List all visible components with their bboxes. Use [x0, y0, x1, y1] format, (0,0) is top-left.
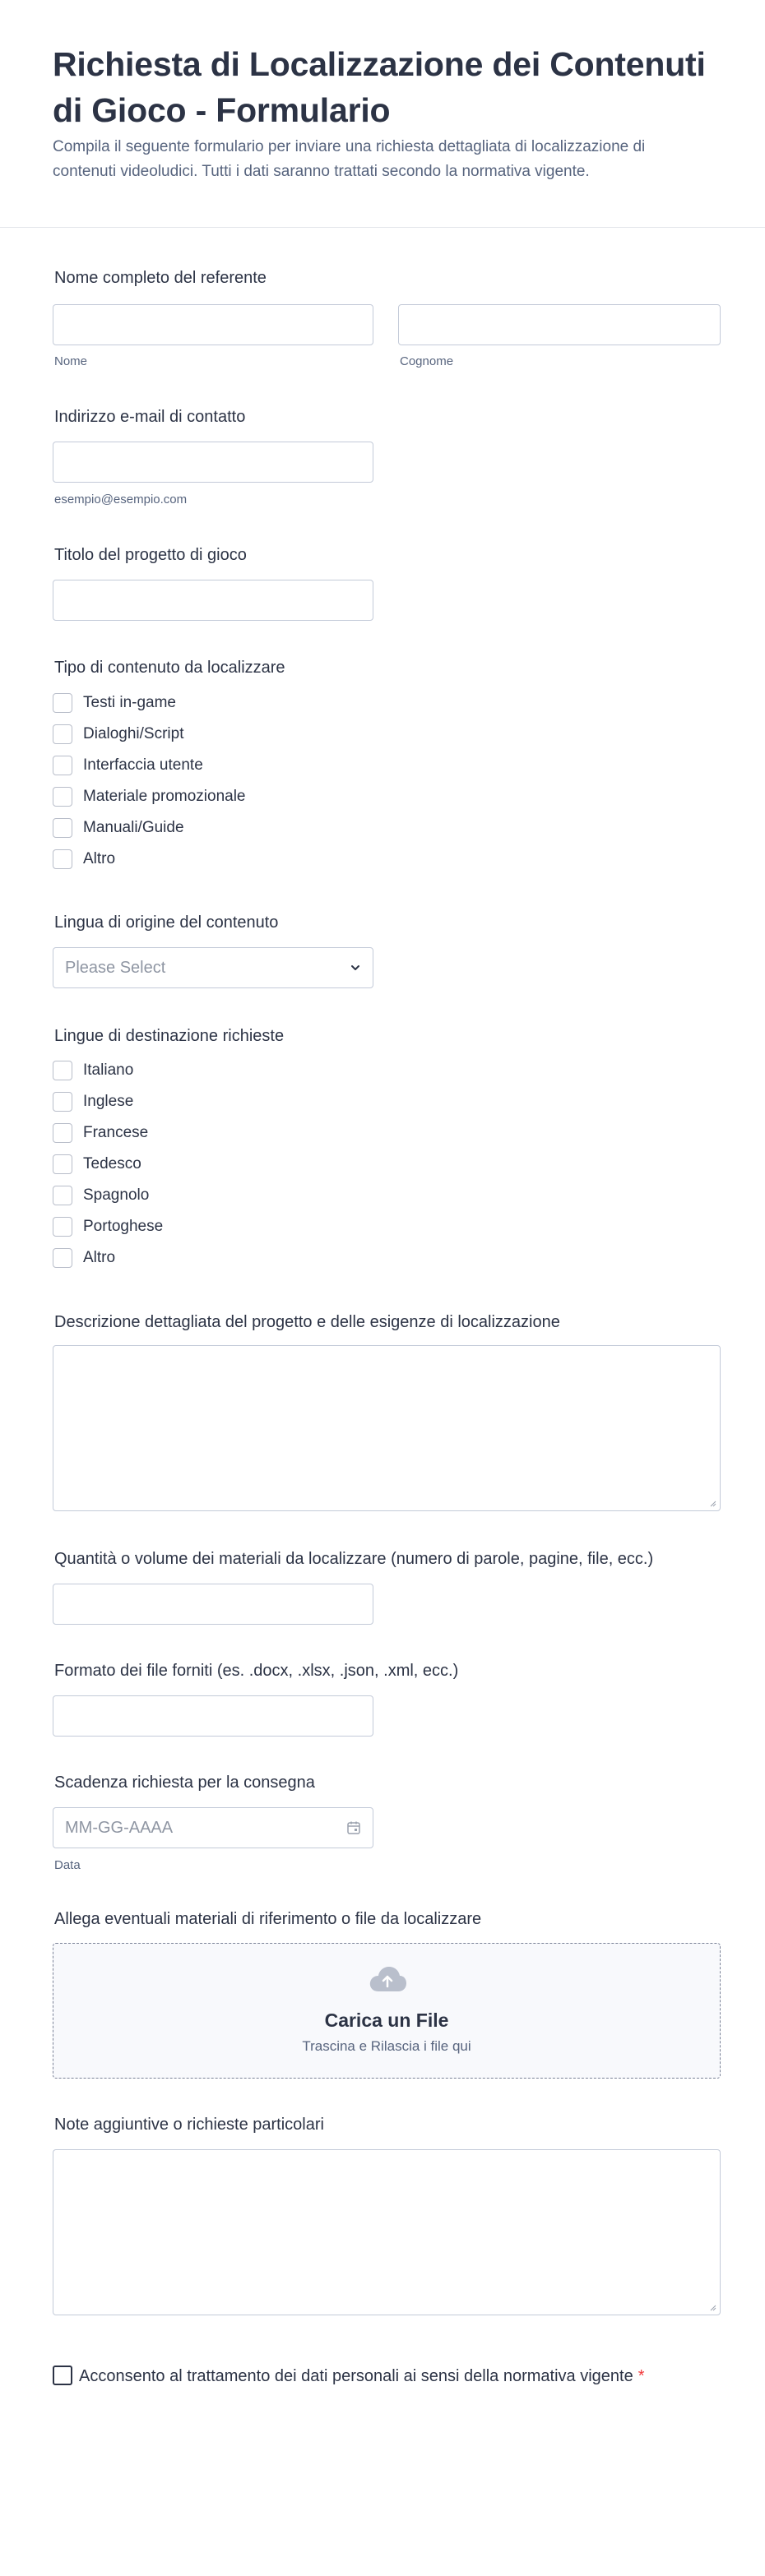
upload-label: Allega eventuali materiali di riferimento o file da localizzare: [54, 1910, 482, 1928]
description-textarea-wrap: [53, 1345, 721, 1511]
select-value: Please Select: [65, 959, 166, 977]
name-label: Nome completo del referente: [54, 269, 267, 287]
option-label: Altro: [83, 1249, 116, 1266]
checkbox[interactable]: [53, 818, 72, 838]
consent-checkbox-field[interactable]: [53, 2365, 678, 2388]
checkbox-option[interactable]: [53, 724, 184, 745]
checkbox[interactable]: [53, 1092, 72, 1112]
checkbox[interactable]: [53, 849, 72, 869]
checkbox[interactable]: [53, 693, 72, 713]
deadline-date-input[interactable]: [53, 1807, 373, 1848]
form-description: Compila il seguente formulario per inviare una richiesta dettagliata di localizzazione di contenuti videoludici. Tutti i dati saranno trattati secondo la normativa vigente.: [53, 138, 646, 180]
option-label: Manuali/Guide: [83, 819, 184, 836]
deadline-field-group: [53, 1773, 721, 1880]
email-label: Indirizzo e-mail di contatto: [54, 408, 246, 426]
description-field-group: [53, 1312, 721, 1514]
checkbox-option[interactable]: [53, 755, 203, 776]
first-name-input[interactable]: [53, 304, 373, 345]
checkbox[interactable]: [53, 787, 72, 807]
consent-checkbox[interactable]: [53, 2366, 72, 2385]
last-name-input[interactable]: [398, 304, 721, 345]
checkbox-option[interactable]: [53, 1216, 163, 1237]
description-textarea[interactable]: [53, 1345, 721, 1511]
description-label: Descrizione dettagliata del progetto e delle esigenze di localizzazione: [54, 1313, 560, 1331]
checkbox-option[interactable]: [53, 849, 115, 870]
content-type-field-group: [53, 658, 721, 880]
option-label: Italiano: [83, 1061, 134, 1079]
checkbox-option[interactable]: [53, 817, 184, 839]
calendar-icon[interactable]: [346, 1820, 361, 1835]
first-name-sublabel: Nome: [54, 354, 88, 368]
volume-field-group: [53, 1549, 721, 1631]
option-label: Tedesco: [83, 1155, 141, 1172]
deadline-sublabel: Data: [54, 1858, 81, 1872]
target-languages-field-group: [53, 1026, 721, 1281]
source-language-field-group: [53, 913, 721, 995]
chevron-down-icon: [350, 962, 361, 974]
content-type-label: Tipo di contenuto da localizzare: [54, 659, 285, 677]
project-title-input[interactable]: [53, 580, 373, 621]
option-label: Inglese: [83, 1093, 134, 1110]
source-language-label: Lingua di origine del contenuto: [54, 913, 279, 932]
project-title-field-group: [53, 545, 721, 627]
date-placeholder: MM-GG-AAAA: [65, 1819, 174, 1837]
checkbox[interactable]: [53, 1123, 72, 1143]
option-label: Dialoghi/Script: [83, 725, 184, 742]
option-label: Testi in-game: [83, 694, 176, 711]
checkbox-option[interactable]: [53, 1185, 149, 1206]
checkbox[interactable]: [53, 1186, 72, 1205]
checkbox-option[interactable]: [53, 786, 246, 807]
name-field-group: [53, 268, 721, 373]
volume-input[interactable]: [53, 1584, 373, 1625]
notes-textarea[interactable]: [53, 2149, 721, 2315]
last-name-sublabel: Cognome: [400, 354, 454, 368]
checkbox-option[interactable]: [53, 692, 176, 714]
checkbox-option[interactable]: [53, 1154, 141, 1175]
checkbox[interactable]: [53, 756, 72, 775]
option-label: Spagnolo: [83, 1186, 150, 1204]
form-title: Richiesta di Localizzazione dei Contenuti di Gioco - Formulario: [53, 45, 706, 129]
checkbox-option[interactable]: [53, 1060, 133, 1081]
format-field-group: [53, 1661, 721, 1743]
notes-field-group: [53, 2115, 721, 2316]
checkbox[interactable]: [53, 724, 72, 744]
cloud-upload-icon: [368, 1963, 407, 1996]
option-label: Interfaccia utente: [83, 756, 203, 774]
option-label: Materiale promozionale: [83, 788, 246, 805]
project-title-label: Titolo del progetto di gioco: [54, 546, 247, 564]
checkbox[interactable]: [53, 1217, 72, 1237]
option-label: Altro: [83, 850, 116, 867]
email-field-group: [53, 407, 721, 512]
deadline-label: Scadenza richiesta per la consegna: [54, 1774, 315, 1792]
email-sublabel: esempio@esempio.com: [54, 493, 188, 506]
form-header: [0, 0, 765, 228]
checkbox-option[interactable]: [53, 1122, 148, 1144]
consent-label: Acconsento al trattamento dei dati personali ai sensi della normativa vigente: [79, 2367, 633, 2385]
checkbox[interactable]: [53, 1248, 72, 1268]
option-label: Francese: [83, 1124, 149, 1141]
resize-grip-icon[interactable]: [708, 1499, 716, 1507]
option-label: Portoghese: [83, 1218, 164, 1235]
format-input[interactable]: [53, 1695, 373, 1737]
checkbox-option[interactable]: [53, 1247, 115, 1269]
notes-label: Note aggiuntive o richieste particolari: [54, 2116, 324, 2134]
checkbox[interactable]: [53, 1154, 72, 1174]
target-languages-label: Lingue di destinazione richieste: [54, 1027, 285, 1045]
notes-textarea-wrap: [53, 2149, 721, 2315]
resize-grip-icon[interactable]: [708, 2303, 716, 2311]
upload-title: Carica un File: [324, 2009, 449, 2031]
volume-label: Quantità o volume dei materiali da localizzare (numero di parole, pagine, file, ecc.): [54, 1550, 654, 1568]
upload-field-group: [53, 1909, 721, 2082]
checkbox[interactable]: [53, 1061, 72, 1080]
format-label: Formato dei file forniti (es. .docx, .xlsx, .json, .xml, ecc.): [54, 1662, 459, 1680]
upload-subtitle: Trascina e Rilascia i file qui: [302, 2038, 471, 2054]
email-input[interactable]: [53, 442, 373, 483]
checkbox-option[interactable]: [53, 1091, 133, 1112]
required-asterisk: *: [638, 2367, 645, 2385]
source-language-select[interactable]: [53, 947, 373, 988]
file-upload-dropzone[interactable]: [53, 1943, 721, 2079]
